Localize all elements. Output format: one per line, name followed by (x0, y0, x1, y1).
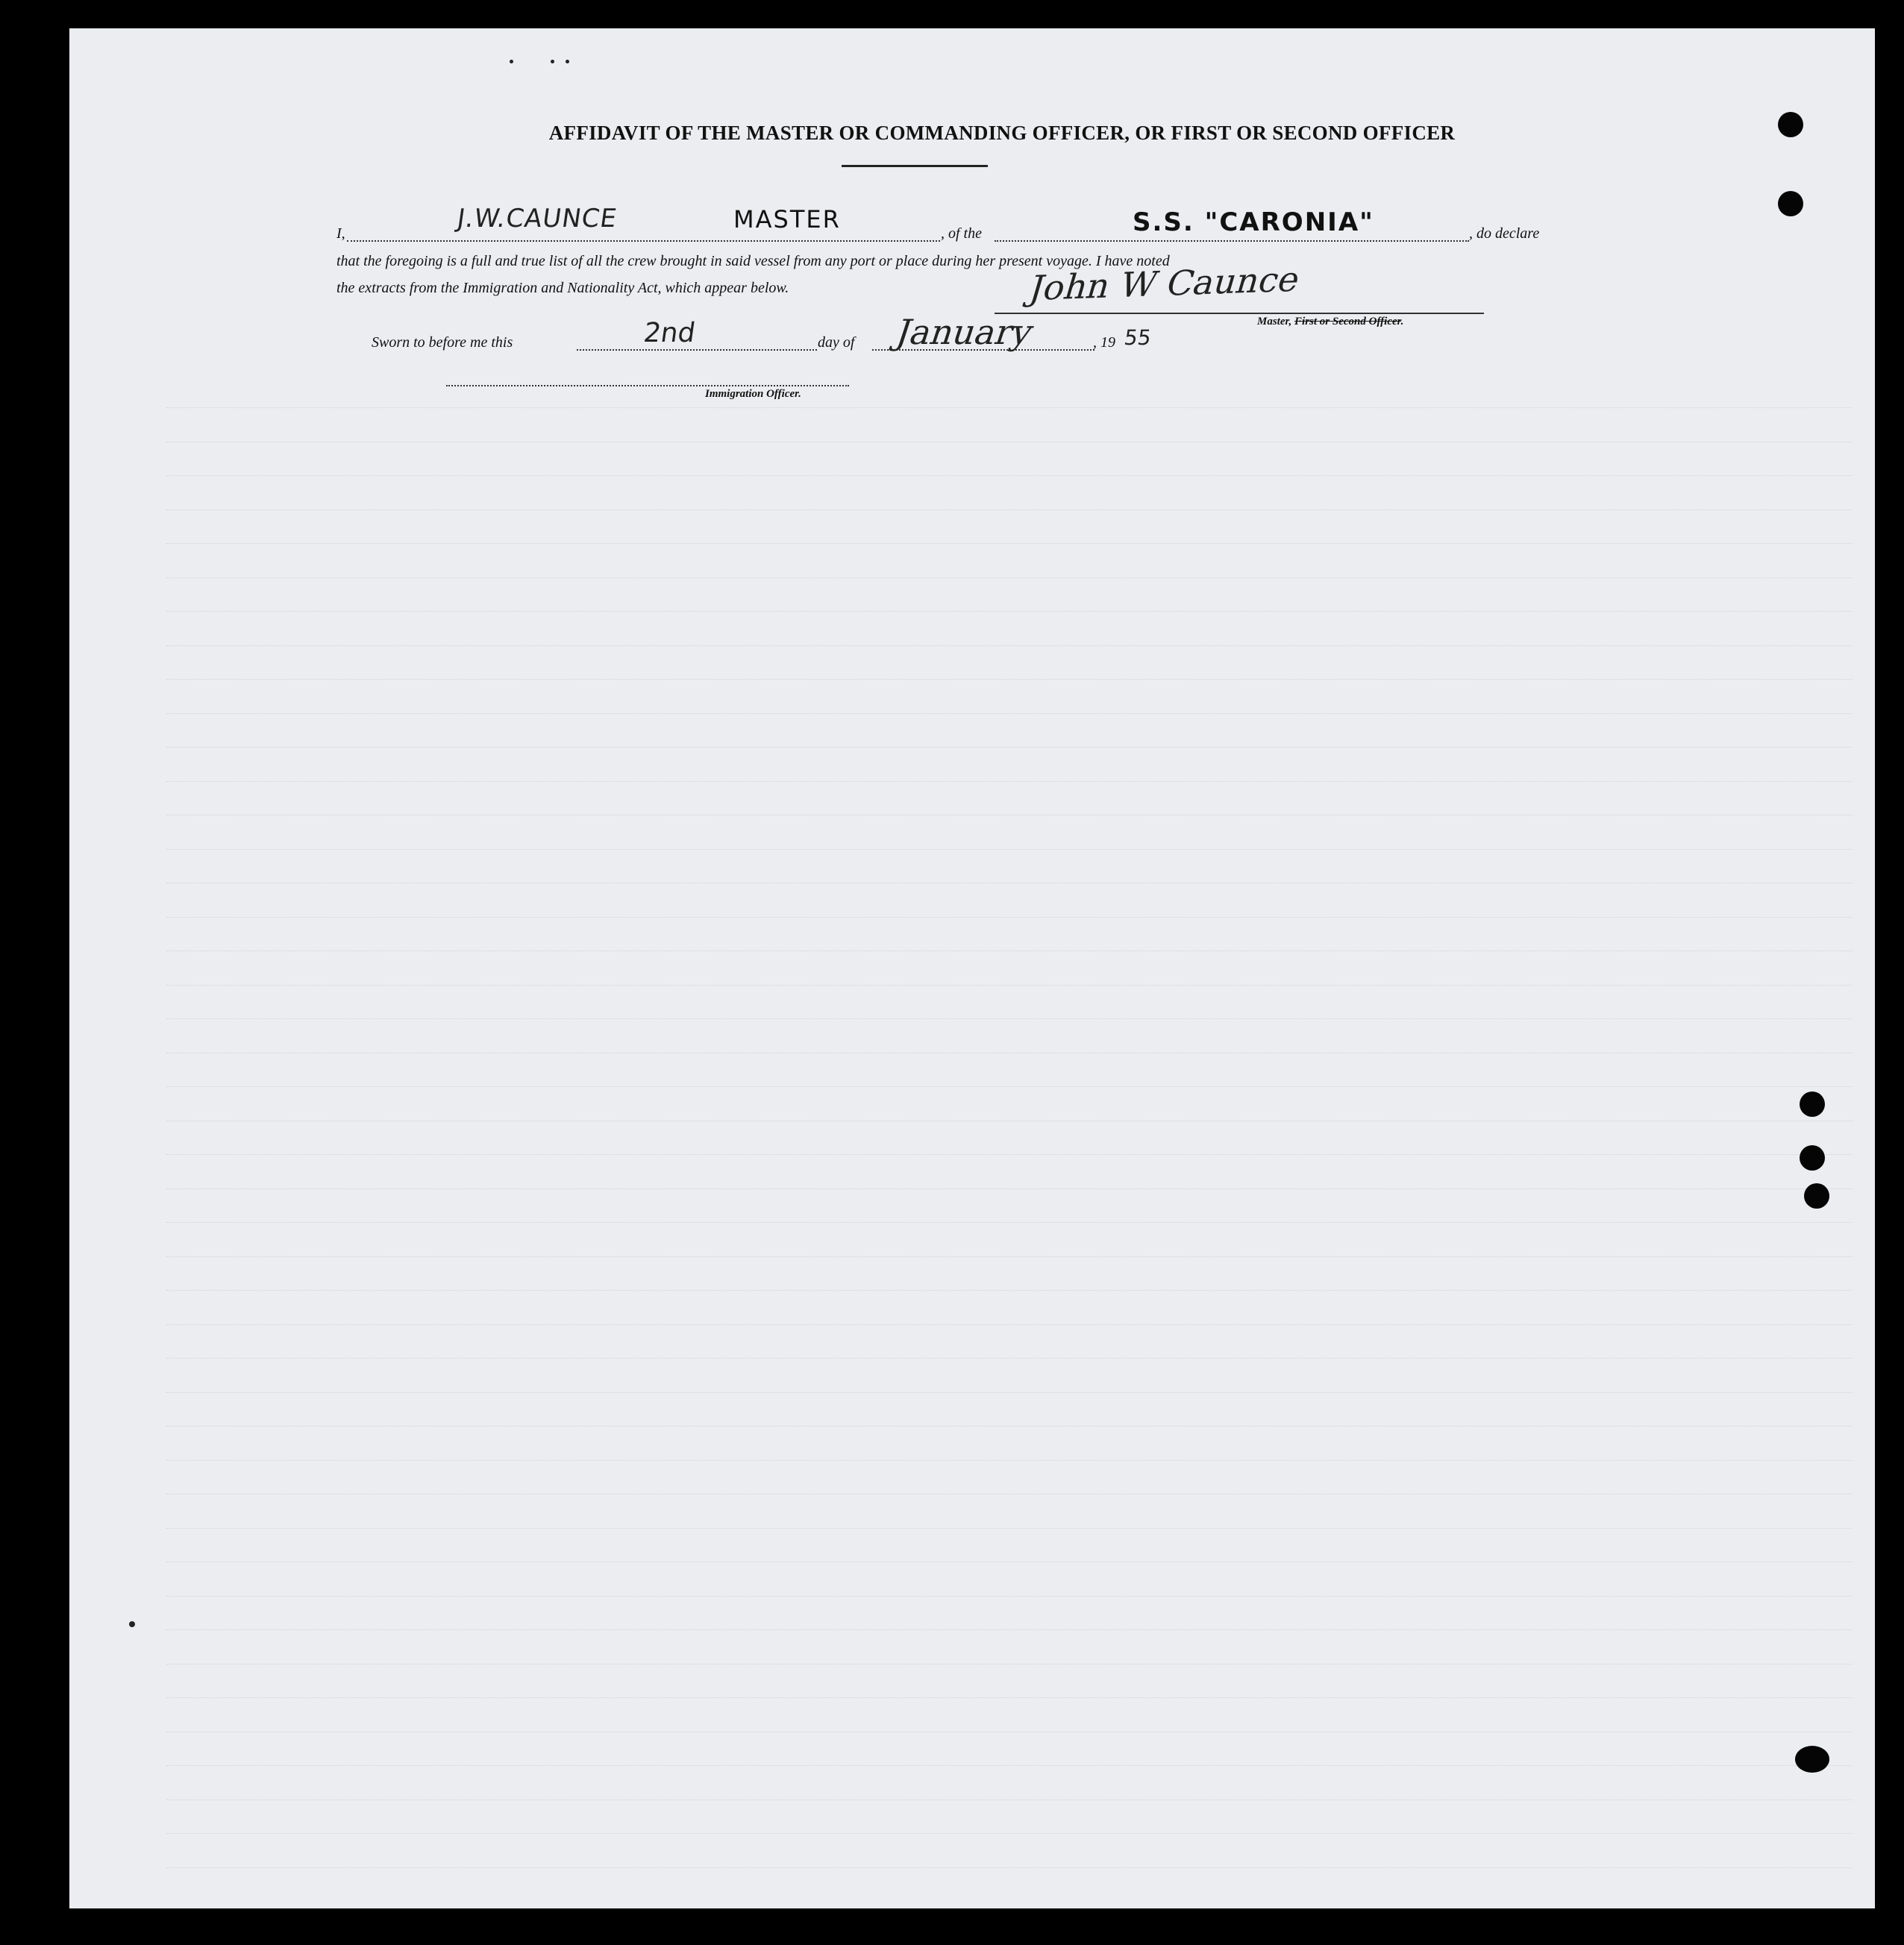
bleed-row (166, 1447, 1853, 1461)
signature-label-suffix: . (1400, 316, 1404, 328)
punch-hole (1804, 1183, 1829, 1209)
declaration-line-3: the extracts from the Immigration and Nationality Act, which appear below. (336, 280, 789, 296)
bleed-row (166, 768, 1853, 782)
bleed-row (166, 665, 1853, 680)
bleed-row (166, 801, 1853, 815)
ink-mark (566, 60, 569, 63)
month-handwritten: January (891, 312, 1039, 352)
bleed-row (166, 1243, 1853, 1257)
bleed-row (166, 1039, 1853, 1053)
bleed-row (166, 462, 1853, 476)
punch-hole (1800, 1091, 1825, 1117)
bleed-row (166, 1718, 1853, 1732)
bleed-row (166, 1820, 1853, 1834)
year-prefix: , 19 (1093, 334, 1115, 351)
bleed-row (166, 700, 1853, 714)
bleed-row (166, 1786, 1853, 1800)
bleed-row (166, 1616, 1853, 1630)
bleed-row (166, 1209, 1853, 1223)
of-the-label: , of the (941, 225, 982, 242)
immigration-officer-label: Immigration Officer. (705, 388, 801, 400)
punch-hole (1778, 191, 1803, 216)
sworn-prefix: Sworn to before me this (372, 334, 513, 351)
punch-hole (1795, 1746, 1829, 1773)
bleed-row (166, 1107, 1853, 1121)
bleed-row (166, 1175, 1853, 1189)
bleed-row (166, 428, 1853, 442)
bleed-row (166, 836, 1853, 850)
immigration-officer-line (446, 385, 849, 386)
year-handwritten: 55 (1122, 325, 1153, 350)
master-name-handwritten: J.W.CAUNCE (455, 204, 619, 234)
bleed-row (166, 937, 1853, 951)
bleed-row (166, 564, 1853, 578)
bleed-row (166, 530, 1853, 544)
bleed-row (166, 496, 1853, 510)
ship-fill-line (995, 240, 1469, 242)
signature-label (1257, 316, 1403, 328)
bleed-row (166, 903, 1853, 918)
bleed-row (166, 971, 1853, 986)
bleed-row (166, 733, 1853, 748)
bleed-row (166, 1582, 1853, 1597)
title-underline (842, 165, 988, 167)
rank-stamp: MASTER (733, 205, 841, 234)
bleed-row (166, 869, 1853, 883)
bleed-row (166, 1650, 1853, 1664)
name-fill-line (347, 240, 940, 242)
bleed-row (166, 1311, 1853, 1325)
bleed-row (166, 598, 1853, 612)
document-page (69, 28, 1875, 1908)
ink-mark (510, 60, 513, 63)
signature-line (995, 313, 1484, 314)
bleed-row (166, 1073, 1853, 1087)
bleed-row (166, 1480, 1853, 1494)
day-of-label: day of (818, 334, 855, 351)
bleed-row (166, 632, 1853, 646)
punch-hole (1800, 1145, 1825, 1171)
declaration-line-2: that the foregoing is a full and true list of all the crew brought in said vessel from any port or place during her present voyage. I have noted (336, 253, 1170, 269)
bleed-row (166, 1277, 1853, 1291)
do-declare-label: , do declare (1469, 225, 1540, 242)
signature-label-struck: First or Second Officer (1294, 316, 1401, 328)
bleed-row (166, 1548, 1853, 1562)
signature-label-master: Master, (1257, 316, 1295, 328)
affidavit-title: AFFIDAVIT OF THE MASTER OR COMMANDING OFFICER, OR FIRST OR SECOND OFFICER (548, 122, 1456, 144)
ink-mark (129, 1621, 135, 1627)
bleed-row (166, 394, 1853, 408)
bleed-row (166, 1005, 1853, 1019)
bleed-row (166, 1854, 1853, 1868)
bleed-row (166, 1379, 1853, 1393)
ink-mark (551, 60, 554, 63)
master-signature: John W Caunce (1024, 258, 1306, 309)
bleed-row (166, 1344, 1853, 1359)
declaration-prefix: I, (336, 225, 345, 242)
bleed-row (166, 1752, 1853, 1766)
bleed-row (166, 1515, 1853, 1529)
bleed-row (166, 1412, 1853, 1426)
day-handwritten: 2nd (642, 318, 698, 348)
bleed-row (166, 1684, 1853, 1698)
bleed-row (166, 1141, 1853, 1155)
day-fill-line (577, 349, 817, 351)
ship-name-stamp: S.S. "CARONIA" (1133, 207, 1374, 237)
punch-hole (1778, 112, 1803, 137)
